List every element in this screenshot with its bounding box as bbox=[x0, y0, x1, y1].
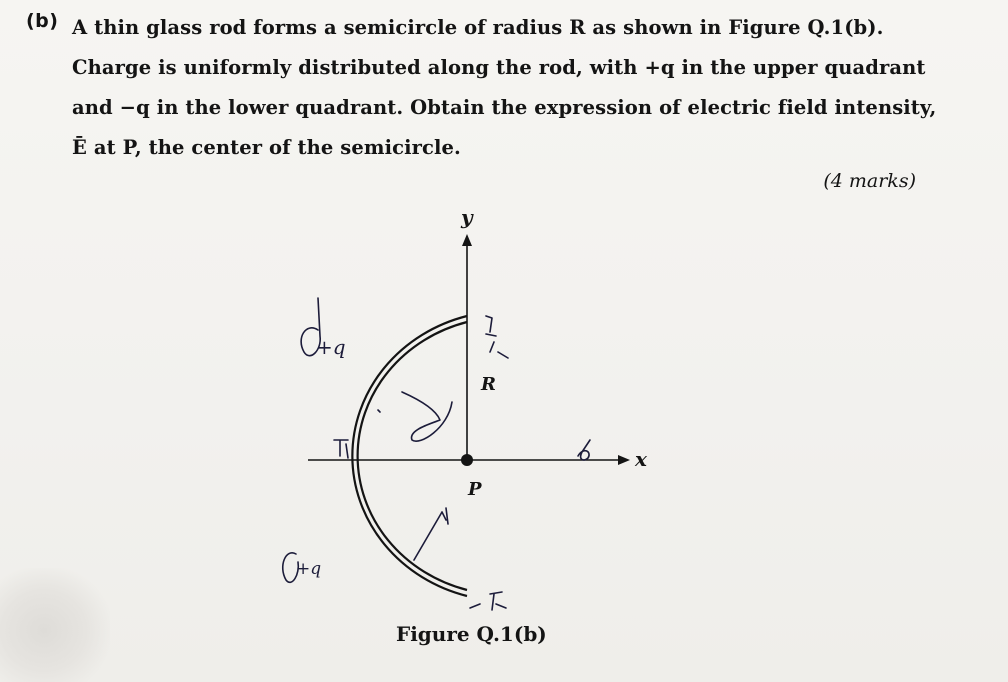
question-line-2: Charge is uniformly distributed along the rod, with +q in the upper quadrant bbox=[72, 56, 926, 79]
radius-label: R bbox=[481, 374, 496, 395]
rod-outer-arc bbox=[352, 316, 467, 596]
figure-caption: Figure Q.1(b) bbox=[396, 622, 547, 646]
lower-radius-pencil-line bbox=[414, 508, 448, 560]
question-part-label: (b) bbox=[26, 10, 59, 32]
question-line-1: A thin glass rod forms a semicircle of radius R as shown in Figure Q.1(b). bbox=[72, 16, 884, 39]
question-line-3: and −q in the lower quadrant. Obtain the expression of electric field intensity, bbox=[72, 96, 937, 119]
marks-label: (4 marks) bbox=[823, 170, 916, 192]
upper-charge-label: +q bbox=[316, 335, 346, 359]
rod-inner-arc bbox=[358, 322, 467, 590]
angle-scribble bbox=[402, 392, 452, 441]
y-axis-pencil-mark bbox=[486, 316, 508, 358]
x-axis-arrowhead bbox=[618, 455, 630, 465]
y-axis-label: y bbox=[461, 205, 473, 229]
y-axis-arrowhead bbox=[462, 234, 472, 246]
x-axis-label: x bbox=[635, 447, 647, 471]
center-point bbox=[461, 454, 473, 466]
x-axis-pencil-curl bbox=[578, 440, 590, 460]
pencil-dot bbox=[378, 410, 380, 412]
lower-pencil-mark bbox=[470, 592, 506, 610]
x-axis-pencil-mark bbox=[334, 440, 348, 458]
question-line-4: Ē at P, the center of the semicircle. bbox=[72, 136, 461, 159]
center-label: P bbox=[468, 479, 482, 500]
lower-charge-label: +q bbox=[296, 559, 322, 579]
